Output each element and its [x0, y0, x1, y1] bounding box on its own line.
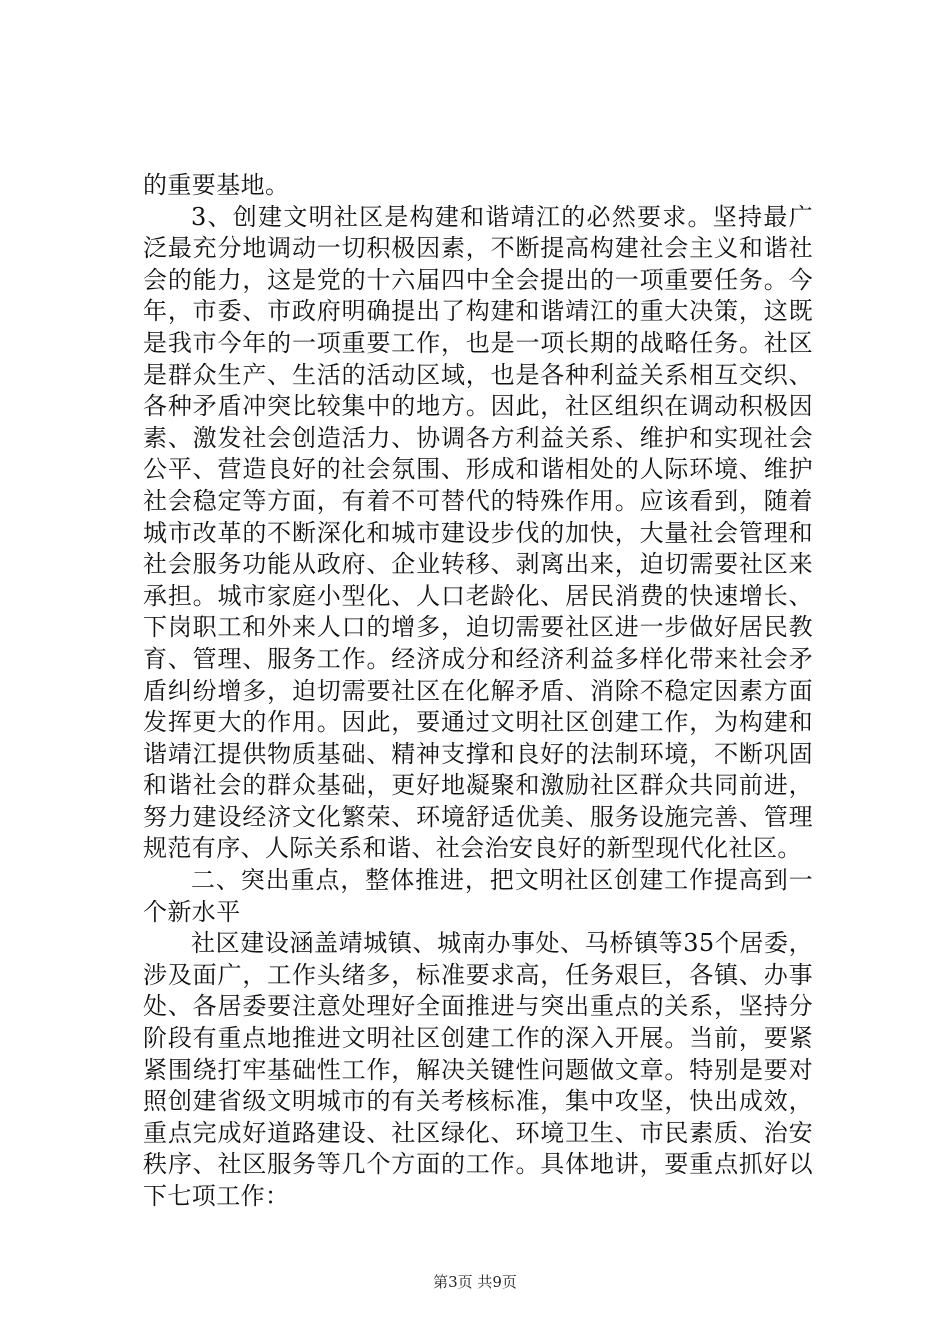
page-number-footer: 第3页 共9页	[433, 1273, 517, 1291]
paragraph-continuation: 的重要基地。	[143, 171, 290, 199]
section-heading-two: 二、突出重点，整体推进，把文明社区创建工作提高到一个新水平	[143, 866, 813, 926]
paragraph-community-construction: 社区建设涵盖靖城镇、城南办事处、马桥镇等35个居委，涉及面广，工作头绪多，标准要求高，任务艰巨，各镇、办事处、各居委要注意处理好全面推进与突出重点的关系，坚持分阶段有重点地推进文明社区创建工作的深入开展。当前，要紧紧围绕打牢基础性工作，解决关键性问题做文章。特别是要对照创建省级文明城市的有关考核标准，集中攻坚，快出成效，重点完成好道路建设、社区绿化、环境卫生、市民素质、治安秩序、社区服务等几个方面的工作。具体地讲，要重点抓好以下七项工作：	[143, 929, 813, 1210]
paragraph-harmonious-jingjiang: 3、创建文明社区是构建和谐靖江的必然要求。坚持最广泛最充分地调动一切积极因素，不断提高构建社会主义和谐社会的能力，这是党的十六届四中全会提出的一项重要任务。今年，市委、市政府明确提出了构建和谐靖江的重大决策，这既是我市今年的一项重要工作，也是一项长期的战略任务。社区是群众生产、生活的活动区域，也是各种利益关系相互交织、各种矛盾冲突比较集中的地方。因此，社区组织在调动积极因素、激发社会创造活力、协调各方利益关系、维护和实现社会公平、营造良好的社会氛围、形成和谐相处的人际环境、维护社会稳定等方面，有着不可替代的特殊作用。应该看到，随着城市改革的不断深化和城市建设步伐的加快，大量社会管理和社会服务功能从政府、企业转移、剥离出来，迫切需要社区来承担。城市家庭小型化、人口老龄化、居民消费的快速增长、下岗职工和外来人口的增多，迫切需要社区进一步做好居民教育、管理、服务工作。经济成分和经济利益多样化带来社会矛盾纠纷增多，迫切需要社区在化解矛盾、消除不稳定因素方面发挥更大的作用。因此，要通过文明社区创建工作，为构建和谐靖江提供物质基础、精神支撑和良好的法制环境，不断巩固和谐社会的群众基础，更好地凝聚和激励社区群众共同前进，努力建设经济文化繁荣、环境舒适优美、服务设施完善、管理规范有序、人际关系和谐、社会治安良好的新型现代化社区。	[143, 202, 813, 863]
document-body	[143, 170, 813, 1213]
